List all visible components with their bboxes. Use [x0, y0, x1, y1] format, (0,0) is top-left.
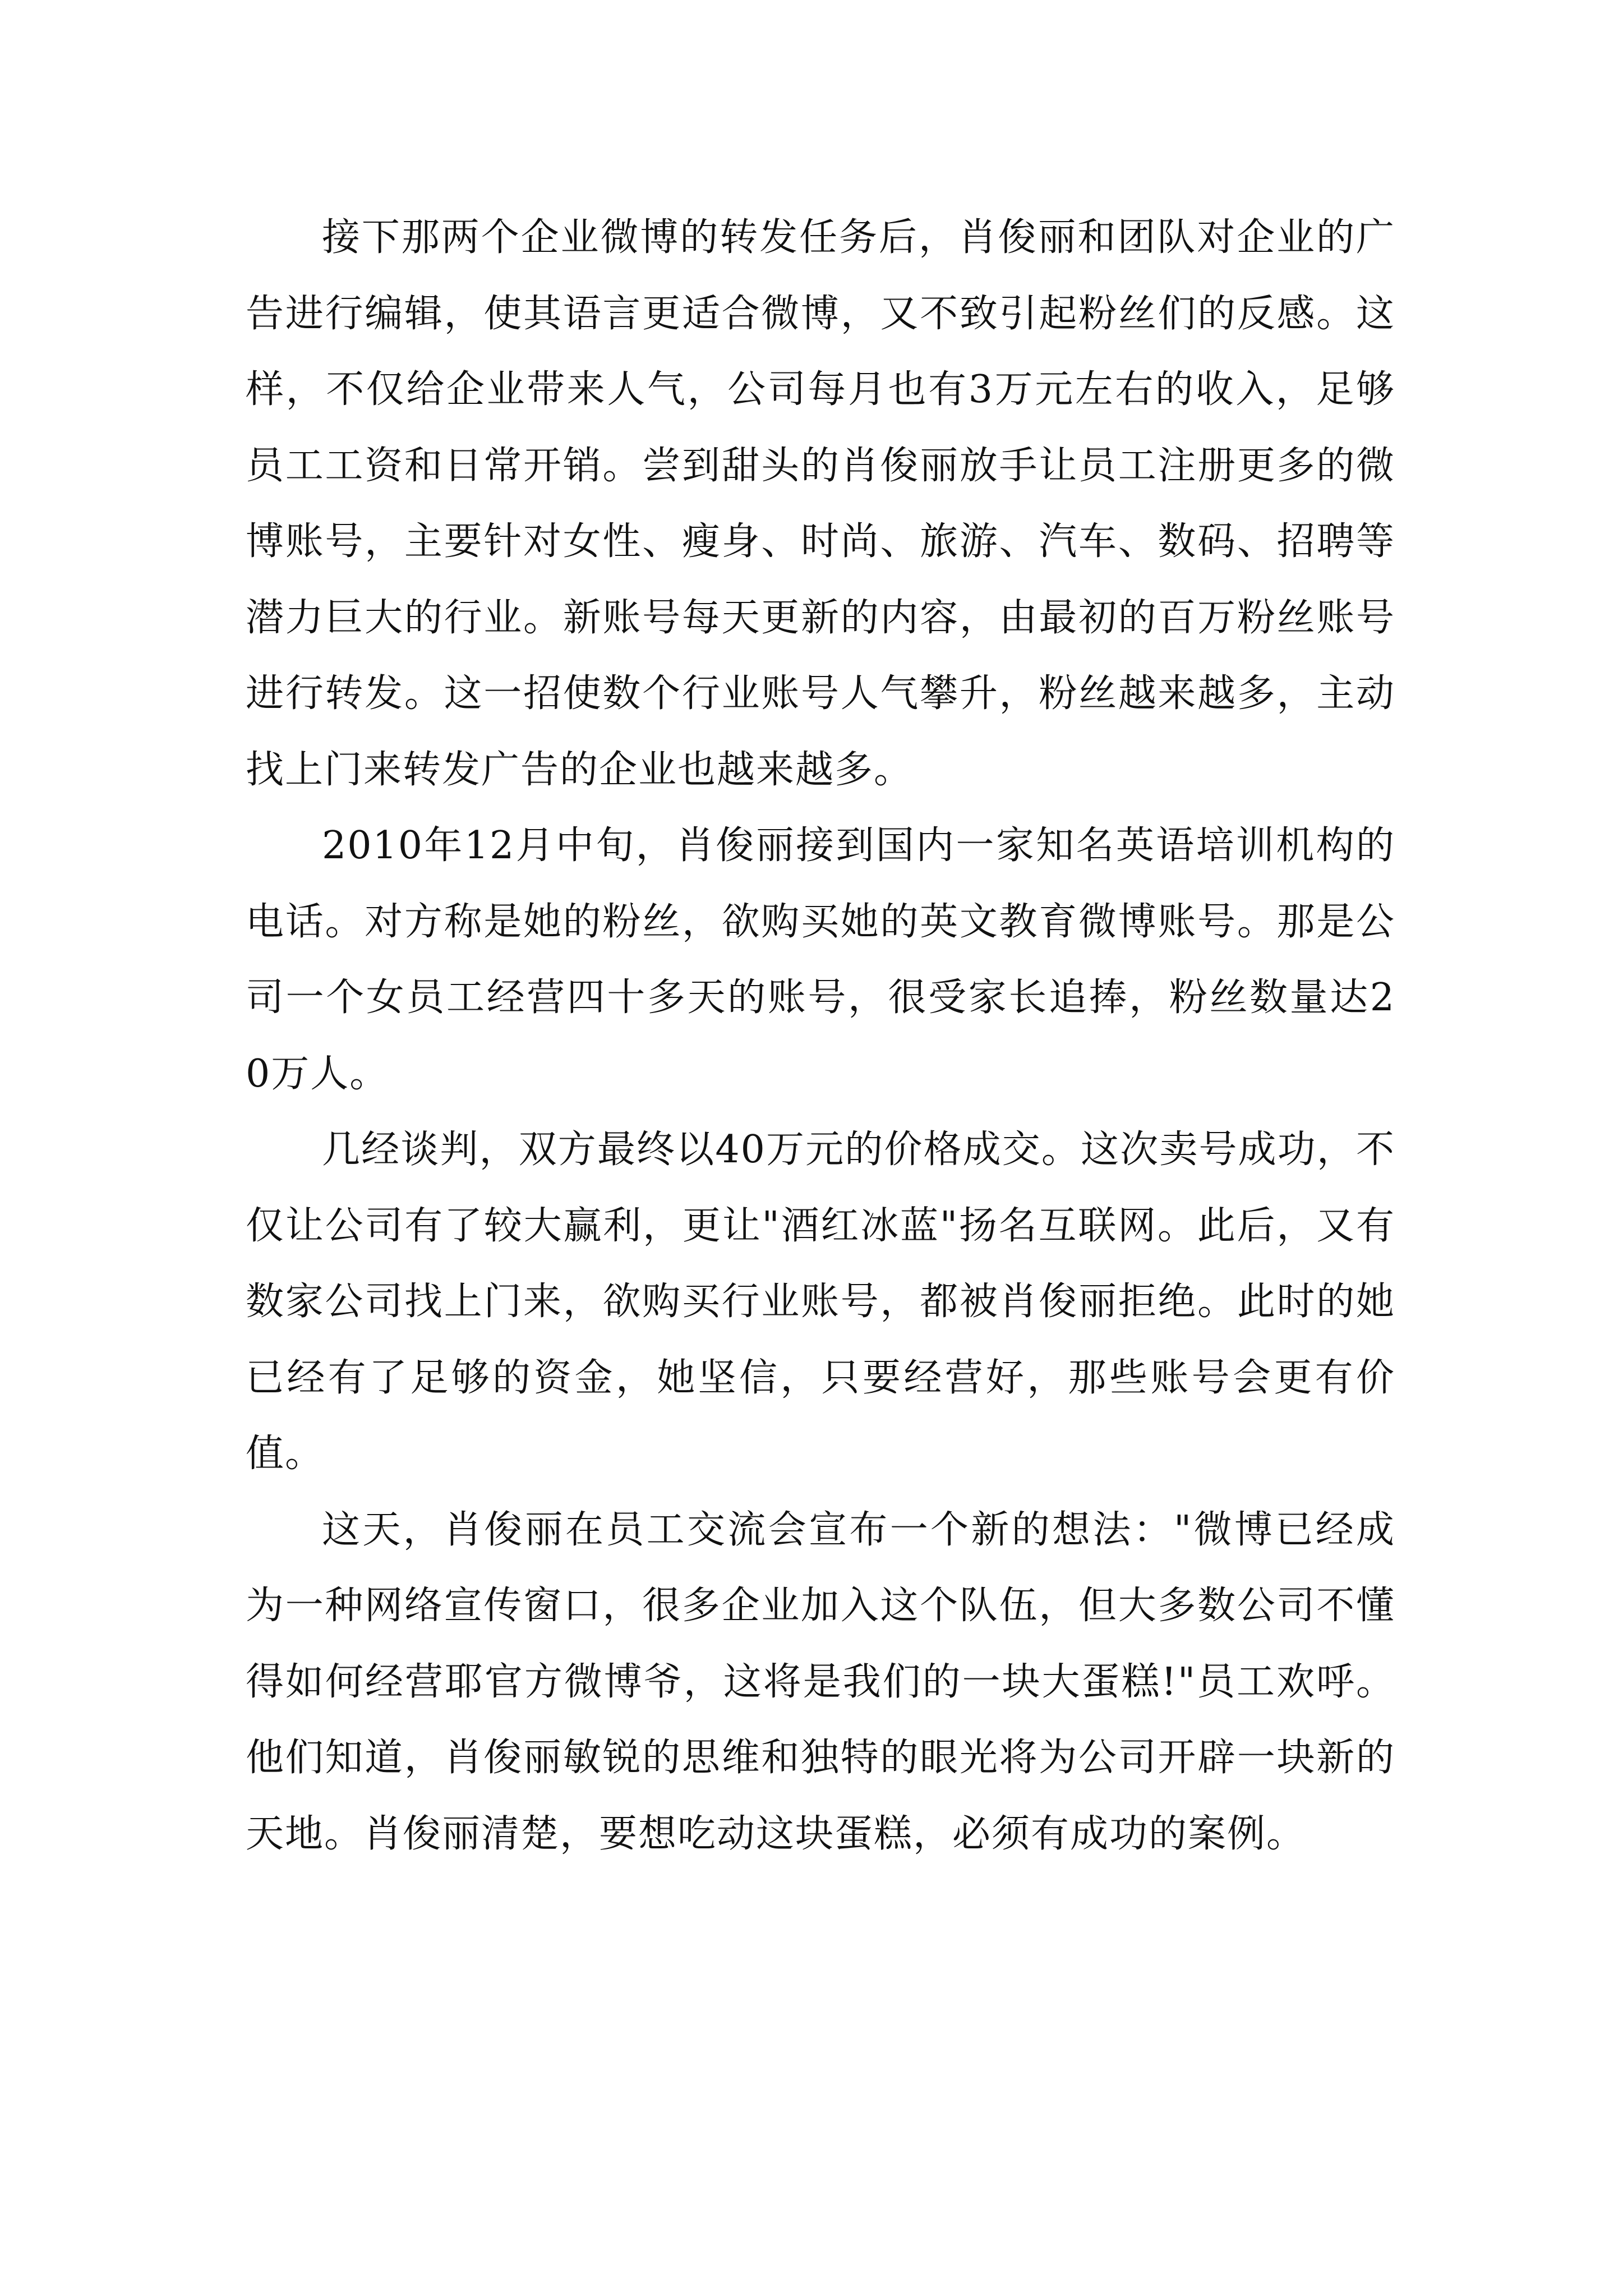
document-body	[246, 200, 1395, 1872]
paragraph-4: 这天，肖俊丽在员工交流会宣布一个新的想法："微博已经成为一种网络宣传窗口，很多企业加入这个队伍，但大多数公司不懂得如何经营耶官方微博爷，这将是我们的一块大蛋糕!"员工欢呼。他们知道，肖俊丽敏锐的思维和独特的眼光将为公司开辟一块新的天地。肖俊丽清楚，要想吃动这块蛋糕，必须有成功的案例。	[246, 1507, 1395, 1856]
paragraph-3: 几经谈判，双方最终以40万元的价格成交。这次卖号成功，不仅让公司有了较大赢利，更让"酒红冰蓝"扬名互联网。此后，又有数家公司找上门来，欲购买行业账号，都被肖俊丽拒绝。此时的她已经有了足够的资金，她坚信，只要经营好，那些账号会更有价值。	[246, 1128, 1395, 1476]
paragraph-2: 2010年12月中旬，肖俊丽接到国内一家知名英语培训机构的电话。对方称是她的粉丝，欲购买她的英文教育微博账号。那是公司一个女员工经营四十多天的账号，很受家长追捧，粉丝数量达20万人。	[246, 823, 1395, 1096]
paragraph-1: 接下那两个企业微博的转发任务后，肖俊丽和团队对企业的广告进行编辑，使其语言更适合微博，又不致引起粉丝们的反感。这样，不仅给企业带来人气，公司每月也有3万元左右的收入，足够员工工资和日常开销。尝到甜头的肖俊丽放手让员工注册更多的微博账号，主要针对女性、瘦身、时尚、旅游、汽车、数码、招聘等潜力巨大的行业。新账号每天更新的内容，由最初的百万粉丝账号进行转发。这一招使数个行业账号人气攀升，粉丝越来越多，主动找上门来转发广告的企业也越来越多。	[246, 215, 1395, 792]
